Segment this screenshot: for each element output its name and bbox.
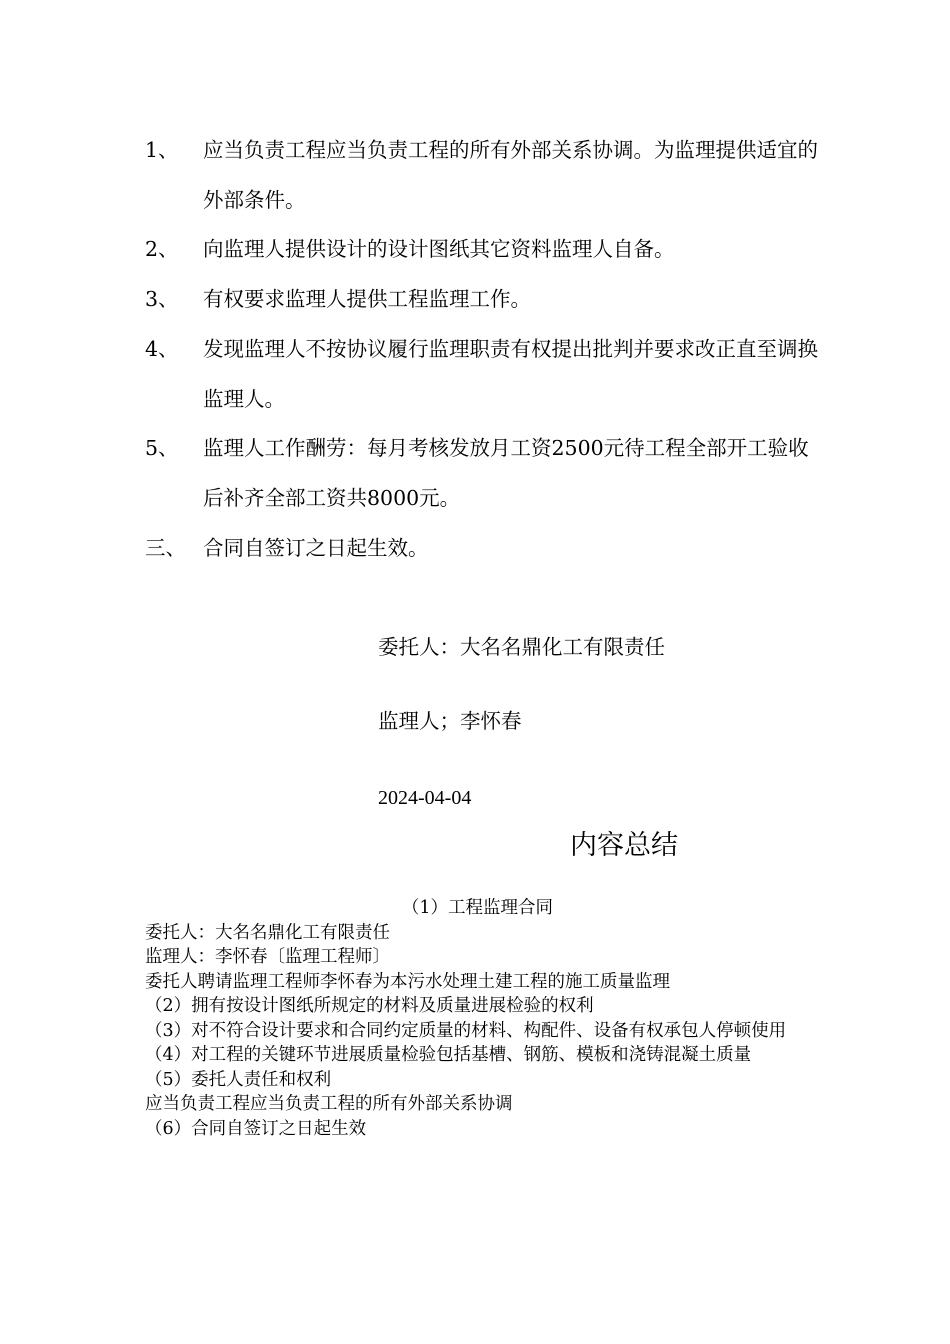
summary-line: 委托人：大名名鼎化工有限责任: [145, 922, 390, 943]
summary-line: 应当负责工程应当负责工程的所有外部关系协调: [145, 1094, 513, 1114]
list-item: [145, 523, 825, 573]
summary-line: （2）拥有按设计图纸所规定的材料及质量进展检验的权利: [145, 996, 594, 1016]
list-item-number: 4、: [145, 337, 179, 361]
summary-line: 监理人：李怀春〔监理工程师〕: [145, 947, 390, 967]
list-item-number: 三、: [145, 536, 186, 560]
signature-supervisor: 监理人；李怀春: [378, 709, 522, 733]
list-item-number: 5、: [145, 436, 179, 460]
summary-line: （5）委托人责任和权利: [145, 1069, 332, 1090]
list-item-number: 1、: [145, 138, 179, 162]
list-item: [145, 125, 825, 225]
summary-line: （4）对工程的关键环节进展质量检验包括基槽、钢筋、模板和浇铸混凝土质量: [145, 1045, 752, 1065]
list-item-text: 监理人工作酬劳：每月考核发放月工资2500元待工程全部开工验收后补齐全部工资共8000元。: [203, 436, 809, 510]
list-item-number: 2、: [145, 237, 179, 261]
summary-line: 委托人聘请监理工程师李怀春为本污水处理土建工程的施工质量监理: [145, 971, 670, 992]
list-item-text: 合同自签订之日起生效。: [203, 536, 429, 560]
summary-title: 内容总结: [570, 830, 678, 861]
list-item: [145, 274, 825, 324]
summary-line: （3）对不符合设计要求和合同约定质量的材料、构配件、设备有权承包人停顿使用: [145, 1020, 787, 1041]
list-item-number: 3、: [145, 287, 179, 311]
list-item: [145, 224, 825, 274]
list-item: [145, 423, 825, 523]
list-item-text: 有权要求监理人提供工程监理工作。: [203, 287, 531, 311]
summary-section: [145, 896, 810, 1141]
signature-client: 委托人：大名名鼎化工有限责任: [378, 635, 665, 659]
list-item-text: 发现监理人不按协议履行监理职责有权提出批判并要求改正直至调换监理人。: [203, 337, 818, 411]
list-item-text: 应当负责工程应当负责工程的所有外部关系协调。为监理提供适宜的外部条件。: [203, 138, 818, 212]
summary-line: （1）工程监理合同: [401, 898, 554, 918]
signature-date: 2024-04-04: [378, 787, 472, 809]
summary-line: （6）合同自签订之日起生效: [145, 1118, 367, 1139]
list-item: [145, 324, 825, 424]
list-item-text: 向监理人提供设计的设计图纸其它资料监理人自备。: [203, 237, 675, 261]
